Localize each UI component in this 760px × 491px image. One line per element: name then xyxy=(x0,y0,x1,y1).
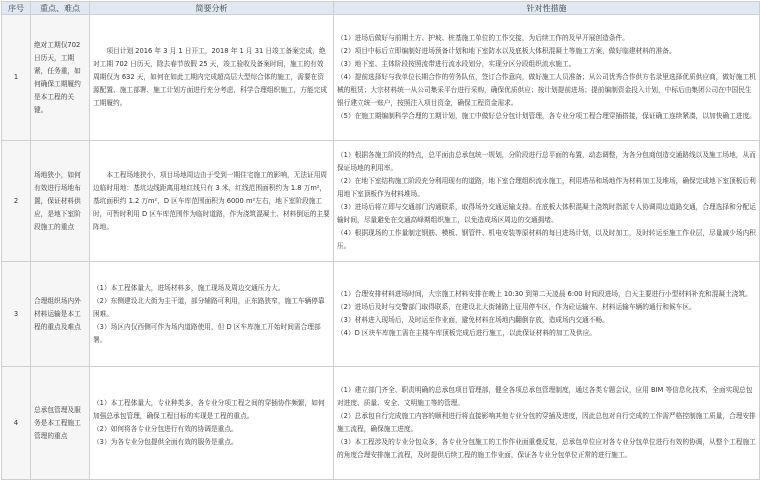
key-point: 绝对工期仅702日历天，工期紧，任务重，如何确保工期履约是本工程的关键。 xyxy=(31,15,90,141)
analysis-text: （2）如何将各专业分包进行有效的协调是重点。 xyxy=(93,425,238,433)
analysis-cell xyxy=(90,15,334,141)
table-row xyxy=(2,262,760,367)
analysis-text: 本工程场地狭小，项目场地周边由于受到一期住宅施工的影响，无法证用周边临时用地：基坑边线距离用地红线只有 3 米，红线范围面积约为 1.8 万m²，基坑面积约 1.2 万m²，D 区车库范围面积为 6000 m²左右，地下室阶段施工时，可暂时利用 D 区车库范围作为临时道路，作为浇筑混凝土、材料倒运的主要阵地。 xyxy=(93,170,330,231)
row-number: 2 xyxy=(2,141,31,262)
header-measures: 针对性措施 xyxy=(334,2,760,15)
analysis-text: （3）为各专业分包提供全面有效的服务是重点。 xyxy=(93,438,238,446)
measure-item: （2）项目中标后立即编制好进场预备计划和地下室防水以及底板大体积混凝土等施工方案，做好临建材料的准备。 xyxy=(337,47,676,55)
analysis-text: 项目计划 2016 年 3 月 1 日开工，2018 年 1 月 31 日竣工备案完成，绝对工期 702 日历天，除去春节放假 25 天，竣工验收及备案时间，施工的有效周期仅为 632 天，如何在如此工期内完成超高层大型综合体的施工，需要在资源配置、施工部署、施工计划方面进行充分考虑，科学合理组织施工，方能完成工期履约。 xyxy=(93,47,328,107)
row-number: 4 xyxy=(2,367,31,480)
measure-item: （3）进场后将立即与交通部门沟通联系，取得场外交通运输支持。在底板大体积混凝土浇筑时指派专人协调周边道路交通，合理选择和分配运输时间，尽量避免在交通高峰期组织施工，以免造成场区周边的交通拥堵。 xyxy=(337,203,756,224)
measure-item: （1）进场后做好与前期土方、护坡、桩基施工单位的工作交接，为后续工作的及早开展创造条件。 xyxy=(337,34,629,42)
analysis-text: （2）东侧建设北大街为主干道，部分辅路可利用，正东路狭窄，施工车辆停靠困难。 xyxy=(93,296,325,318)
header-no: 序号 xyxy=(2,2,31,15)
measure-item: （5）在施工期编制科学合理的工期计划，施工中做好总分包计划管理，各专业分项工程合理穿插搭接，保证确工连续紧凑，以加快确工进度。 xyxy=(337,112,756,120)
analysis-cell xyxy=(90,141,334,262)
analysis-cell xyxy=(90,262,334,367)
header-analysis: 简要分析 xyxy=(90,2,334,15)
measures-table xyxy=(1,1,760,480)
measure-item: （4）根据现场的工作量制定钢筋、模板、钢管件、机电安装等原材料的每日进场计划，以及时加工，及时转运至施工作业层，尽量减少场内积压。 xyxy=(337,229,756,250)
measure-item: （3）本工程涉及的专业分包众多，各专业分包施工的工作作业面重叠反复，总承包单位应对各专业分包单位进行有效的协调，从整个工程施工的角度合理安排施工流程，及时提供后续工程的施工作业面，保证各专业分包单位正常的进行施工。 xyxy=(337,438,756,459)
key-point: 场地狭小，如何有效进行场地布置，保证材料供应，是地下室阶段施工的重点 xyxy=(31,141,90,262)
measures-cell xyxy=(334,141,760,262)
header-key-points: 重点、难点 xyxy=(31,2,90,15)
analysis-text: （1）本工程体量大，进场材料多，施工现场及周边交通压力大。 xyxy=(93,283,285,292)
analysis-text: （3）场区内仅西侧可作为场内道路使用，但 D 区车库施工开始时间需合理部署。 xyxy=(93,322,321,344)
header-row xyxy=(2,2,760,15)
table-row xyxy=(2,141,760,262)
analysis-cell xyxy=(90,367,334,480)
measure-item: （1）合理安排材料进场时间，大宗施工材料安排在晚上 10:30 到第二天凌晨 6:00 时间段进场，白天主要进行小型材料补充和混凝土浇筑。 xyxy=(337,290,752,298)
key-point: 总承包管理及服务是本工程施工管理的重点 xyxy=(31,367,90,480)
measure-item: （1）根据各施工阶段的特点，总平面由总承包统一规划，分阶段进行总平面的布置，动态调整，为各分包商创造交通路线以及施工场地，从而保证场地的利用率。 xyxy=(337,151,756,172)
table-row xyxy=(2,15,760,141)
measure-item: （3）材料进入现场后，及时运至作业面，避免材料在场地内翻倒存放，造成场内交通不畅。 xyxy=(337,316,609,324)
measure-item: （1）建立部门齐全、职责明确的总承包项目管理部，健全各项总承包管理制度，通过各类专题会议，应用 BIM 等信息化技术，全面实现总包对进度、质量、安全、文明施工等的管理。 xyxy=(337,386,753,407)
measures-cell xyxy=(334,367,760,480)
measure-item: （2）总承包自行完成施工内容的顺利进行将直接影响其他专业分包的穿插及进度，因此总包对自行完成的工作需严格控制施工质量，合理安排施工流程，确保施工进度。 xyxy=(337,412,756,433)
row-number: 3 xyxy=(2,262,31,367)
measure-item: （4）提前选择好与我单位长期合作的劳务队伍，签订合作意向，做好施工人员准备；从公司优秀合作供方名录里选择优质供应商，做好施工机械的租赁；大宗材料统一从公司集采平台进行采购，确保优质供应；按计划提前进场；提前编制资金投入计划，中标后由集团公司在中国民生银行建立统一账户，按照注入项目资金，确保工程资金需求。 xyxy=(337,73,756,107)
measure-item: （2）在地下室结构施工阶段充分利用现有的道路，地下室合理组织流水施工，利用塔吊和场地作为材料加工及堆场，确保完成地下室顶板后利用地下室顶板作为材料堆场。 xyxy=(337,177,756,198)
table-row xyxy=(2,367,760,480)
analysis-text: （1）本工程体量大，专业种类多，各专业分项工程之间的穿插协作频繁，如何加强总承包管理，确保工程目标的实现是工程的重点。 xyxy=(93,399,325,420)
key-point: 合理组织场内外材料运输是本工程的重点及难点 xyxy=(31,262,90,367)
measures-cell xyxy=(334,15,760,141)
measures-cell xyxy=(334,262,760,367)
row-number: 1 xyxy=(2,15,31,141)
measure-item: （3）地下室、主体阶段按照流带进行流水段划分，实现分区分段组织流水施工。 xyxy=(337,60,576,68)
measure-item: （4）D 区块车库施工需在主楼车库顶板完成后进行施工，以此保证材料的加工及供应。 xyxy=(337,329,596,337)
measure-item: （2）进场后及时与交警部门取得联系，在建设北大街辅路上征用停车区，作为砼运输车、材料运输车辆的通行和候车区。 xyxy=(337,303,696,311)
